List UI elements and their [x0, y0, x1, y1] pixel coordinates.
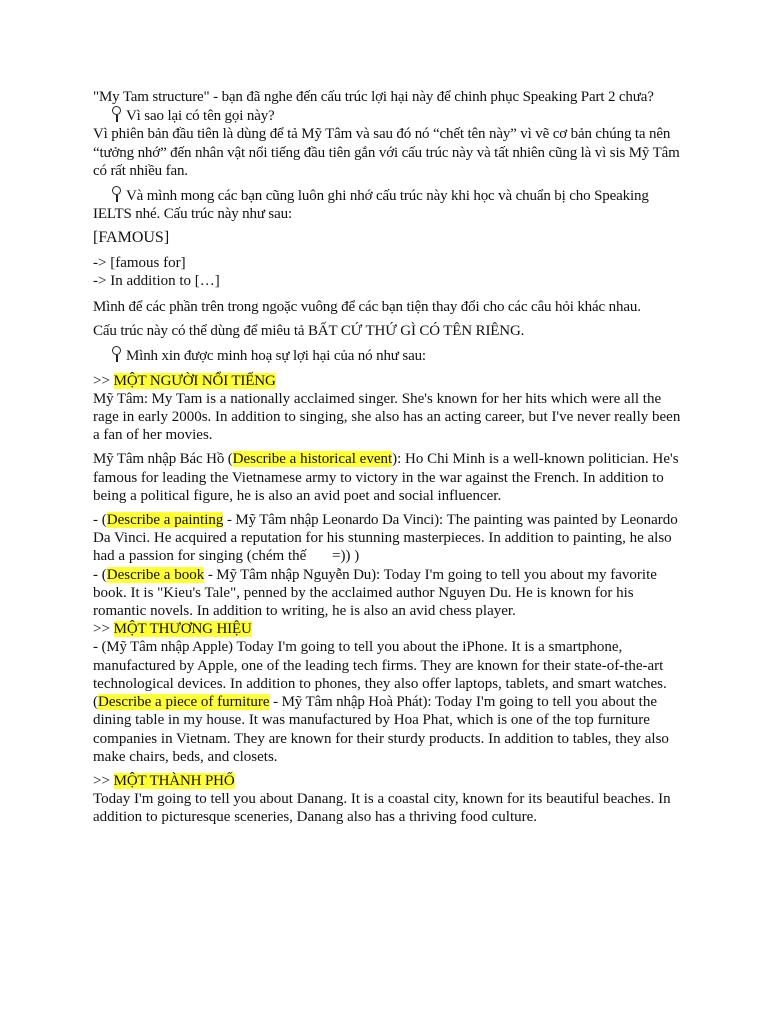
example-text: Today I'm going to tell you about the dining table in my house. It was manufactured by Hoa Phat, which is one of the top furniture companies in Vietnam. They are known for their sturdy products. In addition to tables, they also make chairs, beds, and closets. — [93, 694, 669, 765]
example-mytam — [93, 390, 683, 445]
example-lead: ( — [93, 694, 98, 711]
example-tag: Describe a piece of furniture — [98, 694, 270, 711]
example-furniture — [93, 693, 683, 766]
section-heading-brand — [93, 620, 683, 638]
section-title: MỘT NGƯỜI NỔI TIẾNG — [113, 372, 276, 389]
pin-icon — [111, 346, 121, 362]
example-text: Today I'm going to tell you about the iPhone. It is a smartphone, manufactured by Apple, one of the leading tech firms. They are known for their state-of-the-art technological devices. In addition to phones, they also offer laptops, tablets, and smart watches. — [93, 639, 667, 692]
example-lead: Mỹ Tâm: — [93, 390, 152, 407]
section-prefix: >> — [93, 372, 114, 389]
example-book — [93, 566, 683, 621]
question-line — [93, 106, 683, 125]
example-tail: =)) ) — [332, 548, 360, 565]
section-heading-city — [93, 772, 683, 790]
pin-icon — [111, 106, 121, 122]
intro-paragraph: "My Tam structure" - bạn đã nghe đến cấu trúc lợi hại này để chinh phục Speaking Part 2 chưa? — [93, 89, 654, 105]
reminder-paragraph — [93, 186, 683, 223]
section-heading-famous-person — [93, 372, 683, 390]
example-lead: - ( — [93, 512, 107, 529]
explanation-paragraph: Vì phiên bản đầu tiên là dùng để tả Mỹ Tâm và sau đó nó “chết tên này” vì vẽ cơ bản chúng ta nên “tưởng nhớ” đến nhân vật nổi tiếng đầu tiên gắn với cấu trúc này và tất nhiên cũng là vì sis Mỹ Tâm có rất nhiều fan. — [93, 126, 680, 179]
pin-icon — [111, 186, 121, 202]
example-danang: Today I'm going to tell you about Danang. It is a coastal city, known for its beautiful beaches. In addition to picturesque sceneries, Danang also has a thriving food culture. — [93, 791, 671, 826]
example-text: Today I'm going to tell you about my favorite book. It is "Kieu's Tale", penned by the acclaimed author Nguyen Du. He is known for his romantic novels. In addition to writing, he is also an avid chess player. — [93, 566, 657, 620]
example-text: The painting was painted by Leonardo Da Vinci. He acquired a reputation for his stunning masterpieces. In addition to painting, he also had a passion for singing (chém thế — [93, 512, 678, 565]
example-tag: Describe a painting — [106, 512, 224, 529]
example-mid: - Mỹ Tâm nhập Leonardo Da Vinci): — [223, 512, 447, 529]
example-tag: Describe a book — [106, 566, 205, 583]
question-text: Vì sao lại có tên gọi này? — [126, 108, 275, 125]
illustration-text: Mình xin được minh hoạ sự lợi hại của nó như sau: — [126, 348, 426, 365]
section-prefix: >> — [93, 621, 114, 638]
usage-paragraph: Cấu trúc này có thể dùng để miêu tả BẤT CỨ THỨ GÌ CÓ TÊN RIÊNG. — [93, 323, 525, 340]
example-mid: - Mỹ Tâm nhập Hoà Phát): — [269, 694, 435, 711]
example-lead: Mỹ Tâm nhập Bác Hồ ( — [93, 451, 233, 468]
example-tag: Describe a historical event — [232, 451, 393, 468]
example-apple — [93, 638, 683, 693]
example-painting — [93, 511, 683, 566]
section-title: MỘT THÀNH PHỐ — [113, 772, 235, 789]
structure-line-1: -> [famous for] — [93, 254, 186, 271]
example-bacho — [93, 450, 683, 505]
example-mid: - Mỹ Tâm nhập Nguyễn Du): — [204, 566, 384, 583]
example-text: My Tam is a nationally acclaimed singer. She's known for her hits which were all the rage in early 2000s. In addition to singing, she also has an acting career, but I've never really been a fan of her movies. — [93, 390, 681, 444]
example-text: ): Ho Chi Minh is a well-known politician. He's famous for leading the Vietnamese army to victory in the war against the French. In addition to being a political figure, he is also an avid poet and social influencer. — [93, 451, 679, 504]
reminder-text: Và mình mong các bạn cũng luôn ghi nhớ cấu trúc này khi học và chuẩn bị cho Speaking IELTS nhé. Cấu trúc này như sau: — [93, 188, 649, 223]
document-body — [93, 88, 683, 827]
section-title: MỘT THƯƠNG HIỆU — [113, 621, 252, 638]
structure-heading: [FAMOUS] — [93, 229, 170, 247]
illustration-line — [93, 346, 683, 365]
example-lead: - ( — [93, 566, 107, 583]
example-lead: - (Mỹ Tâm nhập Apple) — [93, 639, 237, 656]
structure-line-2: -> In addition to […] — [93, 272, 220, 289]
note-paragraph: Mình để các phần trên trong ngoặc vuông để các bạn tiện thay đổi cho các câu hỏi khác nhau. — [93, 299, 641, 316]
section-prefix: >> — [93, 772, 114, 789]
